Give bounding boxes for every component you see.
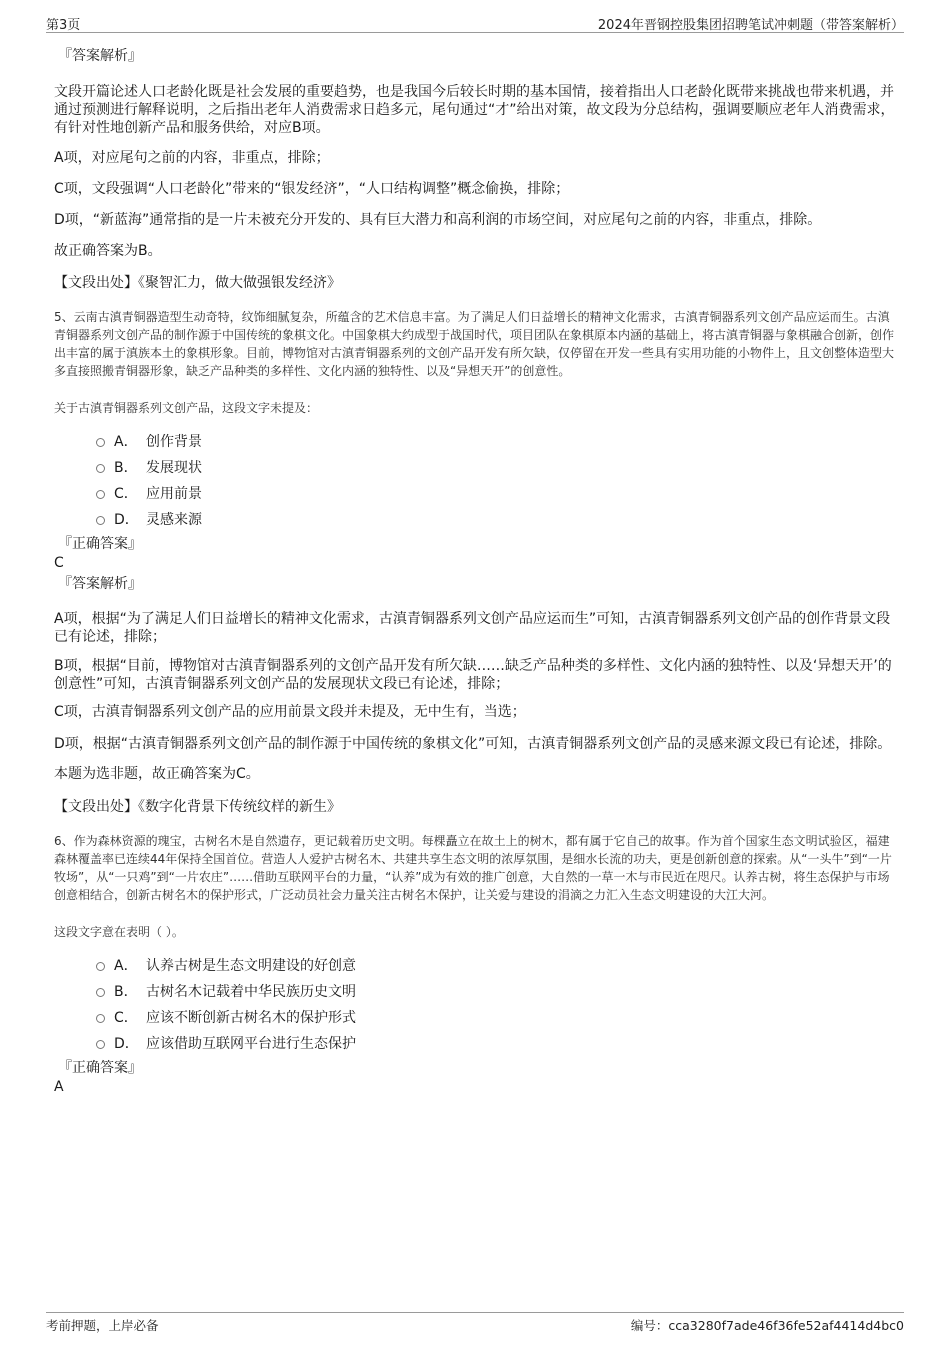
q6-option-b[interactable] xyxy=(54,979,896,1005)
q6-question: 这段文字意在表明（ ）。 xyxy=(54,925,184,939)
q6-answer: A xyxy=(54,1079,64,1095)
radio-button[interactable] xyxy=(96,962,105,971)
q5-question: 关于古滇青铜器系列文创产品，这段文字未提及： xyxy=(54,401,319,415)
q5-option-b[interactable] xyxy=(54,455,896,481)
option-letter: A． xyxy=(114,434,138,450)
radio-button[interactable] xyxy=(96,1014,105,1023)
q4-source: 【文段出处】《聚智汇力，做大做强银发经济》 xyxy=(54,275,341,291)
q4-analysis-intro: 文段开篇论述人口老龄化既是社会发展的重要趋势，也是我国今后较长时期的基本国情，接着指出人口老龄化既带来挑战也带来机遇，并通过预测进行解释说明，之后指出老年人消费需求日趋多元，尾句通过“才”给出对策，故文段为分总结构，强调要顺应老年人消费需求，有针对性地创新产品和服务供给，对应B项。 xyxy=(54,84,895,136)
q5-answer-label: 『正确答案』 xyxy=(58,536,142,552)
q6-option-a[interactable] xyxy=(54,953,896,979)
option-letter: B． xyxy=(114,984,138,1000)
page-footer xyxy=(46,1312,904,1337)
q6-option-c[interactable] xyxy=(54,1005,896,1031)
q6-options xyxy=(54,953,896,1057)
option-letter: C． xyxy=(114,486,138,502)
footer-slogan: 考前押题，上岸必备 xyxy=(46,1318,159,1333)
page-content xyxy=(54,45,896,1096)
option-text: 认养古树是生态文明建设的好创意 xyxy=(146,958,356,974)
option-text: 发展现状 xyxy=(146,460,202,476)
radio-button[interactable] xyxy=(96,516,105,525)
radio-button[interactable] xyxy=(96,464,105,473)
q5-option-c[interactable] xyxy=(54,481,896,507)
q5-option-a[interactable] xyxy=(54,429,896,455)
q5-analysis-b: B项，根据“目前，博物馆对古滇青铜器系列的文创产品开发有所欠缺……缺乏产品种类的多样性、文化内涵的独特性、以及‘异想天开’的创意性”可知，古滇青铜器系列文创产品的发展现状文段已有论述，排除； xyxy=(54,658,892,692)
option-text: 古树名木记载着中华民族历史文明 xyxy=(146,984,356,1000)
radio-button[interactable] xyxy=(96,1040,105,1049)
q6-passage: 6、作为森林资源的瑰宝，古树名木是自然遗存，更记载着历史文明。每棵矗立在故土上的树木，都有属于它自己的故事。作为首个国家生态文明试验区，福建森林覆盖率已连续44年保持全国首位。营造人人爱护古树名木、共建共享生态文明的浓厚氛围，是细水长流的功夫，更是创新创意的探索。从“一头牛”到“一片牧场”，从“一只鸡”到“一片农庄”……借助互联网平台的力量，“认养”成为有效的推广创意，大自然的一草一木与市民近在咫尺。认养古树，将生态保护与市场创意相结合，创新古树名木的保护形式，广泛动员社会力量关注古树名木保护，让关爱与建设的涓滴之力汇入生态文明建设的大江大河。 xyxy=(54,834,892,902)
option-text: 应该不断创新古树名木的保护形式 xyxy=(146,1010,356,1026)
page-number: 第3页 xyxy=(46,18,81,33)
q6-answer-label: 『正确答案』 xyxy=(58,1060,142,1076)
option-text: 应用前景 xyxy=(146,486,202,502)
q4-analysis-label: 『答案解析』 xyxy=(58,48,142,64)
q5-passage: 5、云南古滇青铜器造型生动奇特，纹饰细腻复杂，所蕴含的艺术信息丰富。为了满足人们日益增长的精神文化需求，古滇青铜器系列文创产品应运而生。古滇青铜器系列文创产品的制作源于中国传统的象棋文化。中国象棋大约成型于战国时代，项目团队在象棋原本内涵的基础上，将古滇青铜器与象棋融合创新，创作出丰富的属于滇族本土的象棋形象。目前，博物馆对古滇青铜器系列的文创产品开发有所欠缺，仅停留在开发一些具有实用功能的小物件上，且文创整体造型大多直接照搬青铜器形象，缺乏产品种类的多样性、文化内涵的独特性、以及“异想天开”的创意性。 xyxy=(54,310,895,378)
q5-analysis-a: A项，根据“为了满足人们日益增长的精神文化需求，古滇青铜器系列文创产品应运而生”可知，古滇青铜器系列文创产品的创作背景文段已有论述，排除； xyxy=(54,611,891,645)
q5-answer: C xyxy=(54,555,64,571)
option-letter: B． xyxy=(114,460,138,476)
q4-conclusion: 故正确答案为B。 xyxy=(54,243,162,259)
q6-option-d[interactable] xyxy=(54,1031,896,1057)
option-text: 灵感来源 xyxy=(146,512,202,528)
radio-button[interactable] xyxy=(96,438,105,447)
option-letter: C． xyxy=(114,1010,138,1026)
q5-analysis-d: D项，根据“古滇青铜器系列文创产品的制作源于中国传统的象棋文化”可知，古滇青铜器系列文创产品的灵感来源文段已有论述，排除。 xyxy=(54,736,892,752)
q5-conclusion: 本题为选非题，故正确答案为C。 xyxy=(54,766,260,782)
q5-analysis-c: C项，古滇青铜器系列文创产品的应用前景文段并未提及，无中生有，当选； xyxy=(54,704,526,720)
q5-option-d[interactable] xyxy=(54,507,896,533)
q4-analysis-c: C项，文段强调“人口老龄化”带来的“银发经济”，“人口结构调整”概念偷换，排除； xyxy=(54,181,570,197)
radio-button[interactable] xyxy=(96,490,105,499)
option-text: 应该借助互联网平台进行生态保护 xyxy=(146,1036,356,1052)
option-text: 创作背景 xyxy=(146,434,202,450)
q5-source: 【文段出处】《数字化背景下传统纹样的新生》 xyxy=(54,799,341,815)
page-header xyxy=(46,12,904,33)
option-letter: D． xyxy=(114,512,139,528)
document-id: 编号：cca3280f7ade46f36fe52af4414d4bc0 xyxy=(630,1318,904,1333)
q5-analysis-label: 『答案解析』 xyxy=(58,576,142,592)
document-title: 2024年晋钢控股集团招聘笔试冲刺题（带答案解析） xyxy=(597,18,904,33)
option-letter: A． xyxy=(114,958,138,974)
radio-button[interactable] xyxy=(96,988,105,997)
q4-analysis-d: D项，“新蓝海”通常指的是一片未被充分开发的、具有巨大潜力和高利润的市场空间，对应尾句之前的内容，非重点，排除。 xyxy=(54,212,822,228)
q4-analysis-a: A项，对应尾句之前的内容，非重点，排除； xyxy=(54,150,330,166)
q5-options xyxy=(54,429,896,533)
option-letter: D． xyxy=(114,1036,139,1052)
